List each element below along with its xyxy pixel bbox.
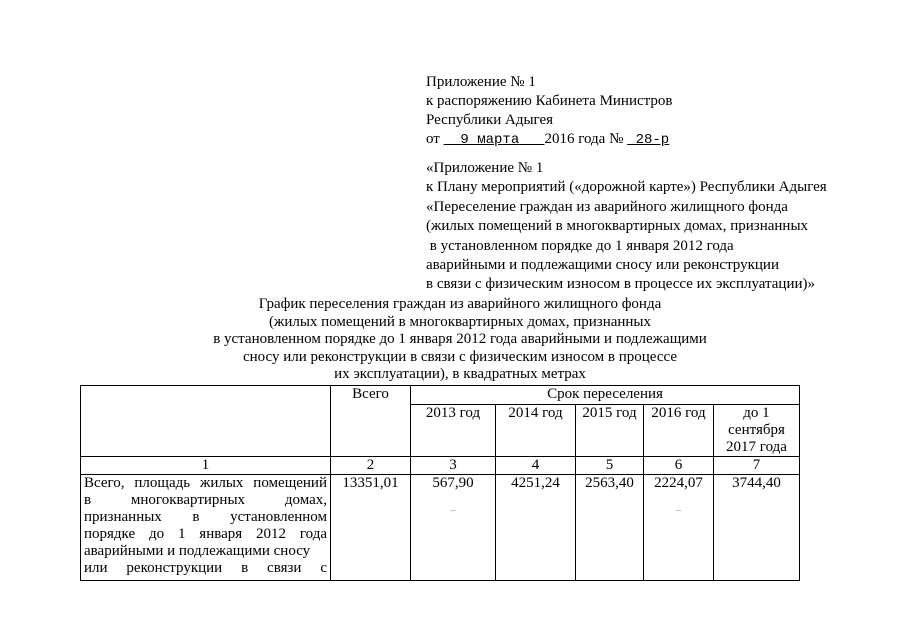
column-numbers-row [81,457,800,475]
plan-header-line: (жилых помещений в многоквартирных домах, признанных [426,218,809,235]
header-year: 2013 год [411,405,496,457]
header-year: 2015 год [576,405,644,457]
title-line: их эксплуатации), в квадратных метрах [334,366,586,382]
plan-header-line: «Приложение № 1 [426,160,544,176]
title-line: (жилых помещений в многоквартирных домах, признанных [268,313,652,330]
row-label: Всего, площадь жилых помещений в многоквартирных домах, признанных в установленном порядке до 1 января 2012 года аварийными и подлежащими сносу или реконструкции в связи с [81,475,331,581]
scan-mark: – [450,505,456,516]
header-empty-cell [81,386,331,457]
column-number: 1 [81,457,331,475]
header-year: 2014 год [496,405,576,457]
header-period: Срок переселения [411,386,800,405]
appendix-number: Приложение № 1 [426,74,536,90]
date-prefix: от [426,131,440,147]
plan-header [426,159,827,295]
order-number: 28-р [635,132,670,148]
value-2015: 2563,40 [576,475,644,581]
date-year: 2016 года № [544,131,624,147]
title-line: сносу или реконструкции в связи с физическим износом в процессе [242,348,677,365]
column-number: 6 [644,457,714,475]
appendix-date-line [426,130,672,150]
plan-header-line: «Переселение граждан из аварийного жилищного фонда [426,198,788,215]
appendix-order-line: к распоряжению Кабинета Министров [426,93,673,109]
table-row [81,475,800,581]
value-2017: 3744,40 [714,475,800,581]
column-number: 4 [496,457,576,475]
plan-header-line: в связи с физическим износом в процессе их эксплуатации)» [426,276,816,293]
column-number: 7 [714,457,800,475]
header-year-last: до 1 сентября 2017 года [714,405,800,457]
value-2014: 4251,24 [496,475,576,581]
plan-header-line: аварийными и подлежащими сносу или реконструкции [426,257,779,274]
column-number: 5 [576,457,644,475]
appendix-republic-line: Республики Адыгея [426,112,554,128]
title-line: в установленном порядке до 1 января 2012 года аварийными и подлежащими [213,331,707,347]
value-2013: 567,90 – [411,475,496,581]
header-total: Всего [331,386,411,457]
plan-header-line: в установленном порядке до 1 января 2012 года [426,237,734,254]
value-total: 13351,01 [331,475,411,581]
appendix-header [426,73,672,150]
header-year: 2016 год [644,405,714,457]
title-line: График переселения граждан из аварийного жилищного фонда [258,296,662,312]
value-2016: 2224,07 – [644,475,714,581]
scan-mark: – [676,505,681,516]
table-header-row [81,386,800,405]
resettlement-schedule-table [80,385,800,581]
date-value: 9 марта [460,132,520,148]
document-title [180,296,740,384]
column-number: 2 [331,457,411,475]
plan-header-line: к Плану мероприятий («дорожной карте») Республики Адыгея [426,179,827,196]
column-number: 3 [411,457,496,475]
